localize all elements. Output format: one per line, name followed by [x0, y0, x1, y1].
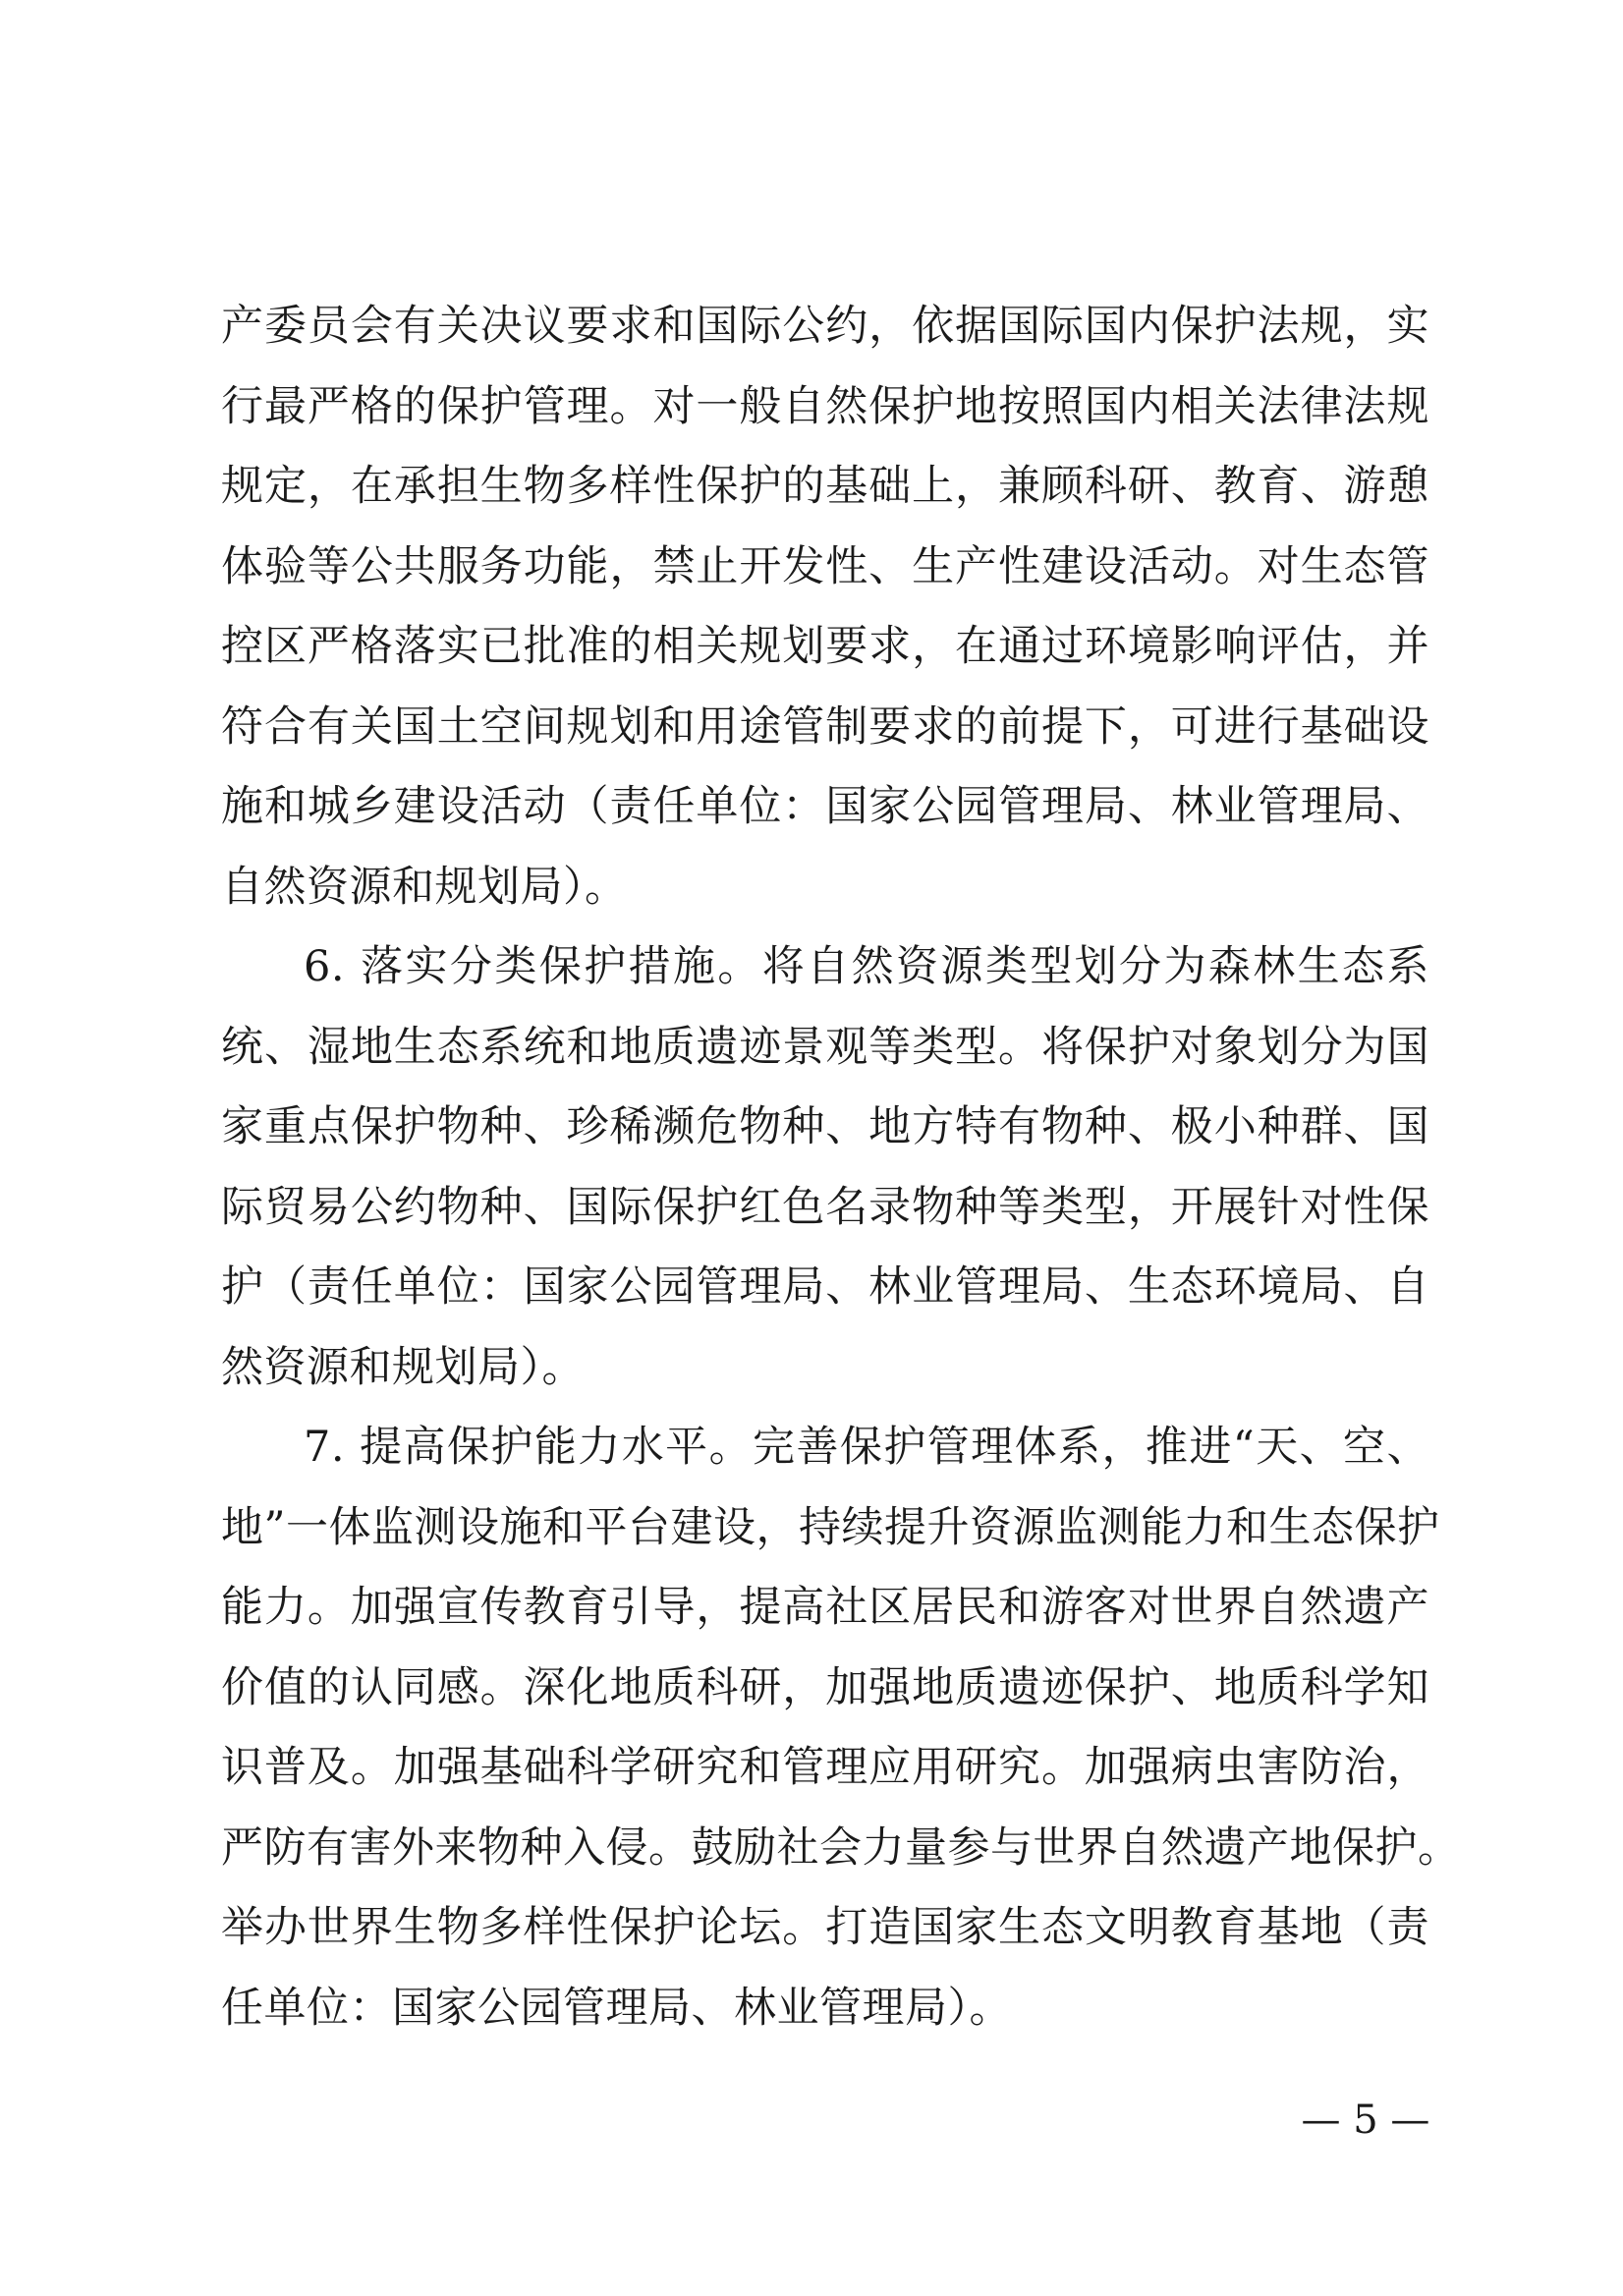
- text-line: 家重点保护物种、珍稀濒危物种、地方特有物种、极小种群、国: [221, 1102, 1429, 1151]
- text-line: 举办世界生物多样性保护论坛。打造国家生态文明教育基地（责: [221, 1903, 1429, 1952]
- page-number: — 5 —: [1301, 2098, 1430, 2143]
- text-line: 际贸易公约物种、国际保护红色名录物种等类型，开展针对性保: [221, 1182, 1429, 1232]
- text-line: 符合有关国土空间规划和用途管制要求的前提下，可进行基础设: [221, 701, 1429, 752]
- section-heading-6: 6. 落实分类保护措施。将自然资源类型划分为森林生态系: [304, 942, 1429, 991]
- text-line: 识普及。加强基础科学研究和管理应用研究。加强病虫害防治，: [221, 1743, 1429, 1792]
- text-line: 产委员会有关决议要求和国际公约，依据国际国内保护法规，实: [221, 302, 1429, 351]
- section-heading-7: 7. 提高保护能力水平。完善保护管理体系，推进“天、空、: [304, 1423, 1429, 1472]
- text-line: 价值的认同感。深化地质科研，加强地质遗迹保护、地质科学知: [221, 1662, 1429, 1712]
- text-line: 自然资源和规划局）。: [221, 862, 628, 912]
- text-line: 严防有害外来物种入侵。鼓励社会力量参与世界自然遗产地保护。: [221, 1822, 1461, 1873]
- body-text: [221, 287, 1461, 2048]
- text-line: 控区严格落实已批准的相关规划要求，在通过环境影响评估，并: [221, 622, 1429, 671]
- text-line: 地”一体监测设施和平台建设，持续提升资源监测能力和生态保护: [221, 1502, 1440, 1552]
- text-line: 然资源和规划局）。: [221, 1342, 585, 1392]
- text-line: 任单位：国家公园管理局、林业管理局）。: [221, 1983, 1012, 2033]
- text-line: 规定，在承担生物多样性保护的基础上，兼顾科研、教育、游憩: [221, 462, 1429, 511]
- text-line: 施和城乡建设活动（责任单位：国家公园管理局、林业管理局、: [221, 782, 1429, 831]
- text-line: 行最严格的保护管理。对一般自然保护地按照国内相关法律法规: [221, 381, 1429, 431]
- text-line: 护（责任单位：国家公园管理局、林业管理局、生态环境局、自: [221, 1262, 1429, 1312]
- text-line: 统、湿地生态系统和地质遗迹景观等类型。将保护对象划分为国: [221, 1022, 1429, 1072]
- text-line: 能力。加强宣传教育引导，提高社区居民和游客对世界自然遗产: [221, 1583, 1429, 1632]
- text-line: 体验等公共服务功能，禁止开发性、生产性建设活动。对生态管: [221, 541, 1429, 591]
